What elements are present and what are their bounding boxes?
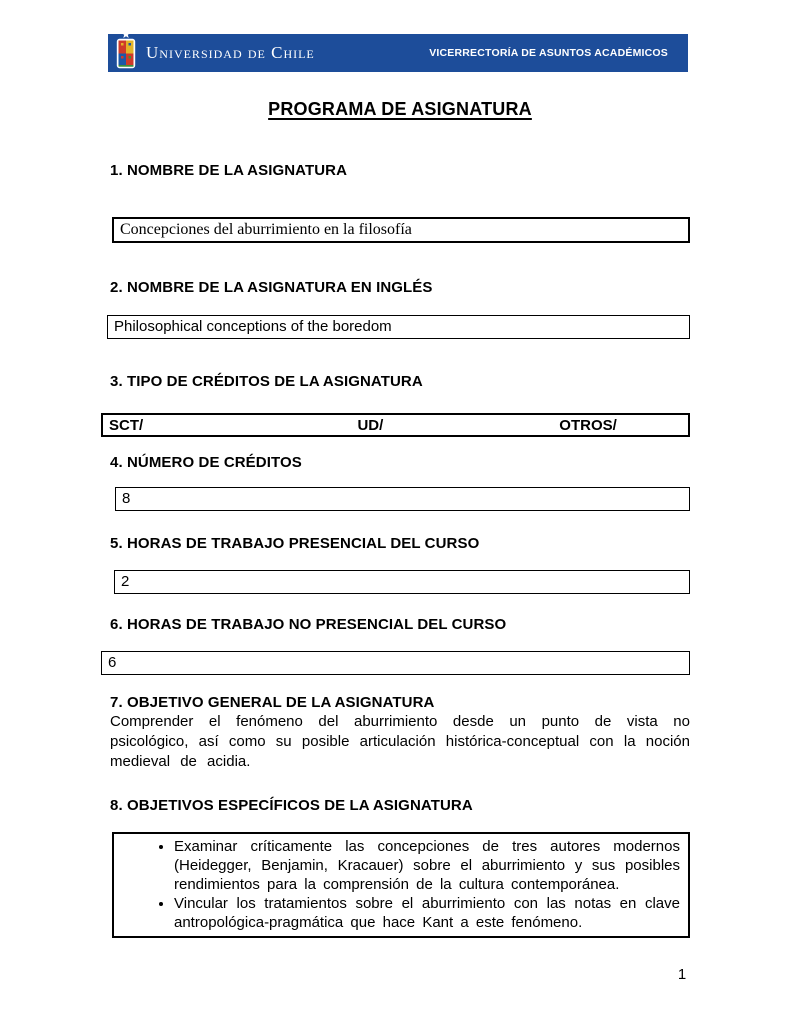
section-remote-hours <box>110 616 690 675</box>
section-specific-objectives <box>110 797 690 938</box>
section-5-heading: 5. HORAS DE TRABAJO PRESENCIAL DEL CURSO <box>110 535 480 552</box>
header-bar <box>108 34 688 72</box>
in-person-hours-field <box>114 570 690 594</box>
remote-hours-value: 6 <box>108 654 117 671</box>
course-name-english-field <box>107 315 690 339</box>
general-objective-text: Comprender el fenómeno del aburrimiento desde un punto de vista no psicológico, así como su posible articulación histórica-conceptual con la noción medieval de acidia. <box>110 713 690 770</box>
credit-label-ud: UD/ <box>357 417 384 434</box>
credit-count-value: 8 <box>122 490 131 507</box>
university-name: Universidad de Chile <box>146 43 315 62</box>
section-6-heading: 6. HORAS DE TRABAJO NO PRESENCIAL DEL CURSO <box>110 616 507 633</box>
header-department-label: VICERRECTORÍA DE ASUNTOS ACADÉMICOS <box>429 47 668 59</box>
section-general-objective <box>110 694 690 772</box>
credit-type-field <box>101 413 690 437</box>
credit-count-field <box>115 487 690 511</box>
specific-objectives-field <box>112 832 690 938</box>
specific-objective-item: • Vincular los tratamientos sobre el aburrimiento con las notas en clave antropológica-pragmática que hace Kant a este fenómeno. <box>174 894 680 932</box>
specific-objectives-list <box>114 837 680 932</box>
specific-objective-item: • Examinar críticamente las concepciones de tres autores modernos (Heidegger, Benjamin, Kracauer) sobre el aburrimiento y sus posibles rendimientos para la comprensión de la cultura contemporánea. <box>174 837 680 894</box>
course-name-value: Concepciones del aburrimiento en la filosofía <box>120 221 412 238</box>
document-body <box>0 98 800 938</box>
section-8-heading: 8. OBJETIVOS ESPECÍFICOS DE LA ASIGNATURA <box>110 797 473 814</box>
remote-hours-field <box>101 651 690 675</box>
section-course-name <box>110 162 690 243</box>
section-4-heading: 4. NÚMERO DE CRÉDITOS <box>110 454 302 471</box>
section-7-heading: 7. OBJETIVO GENERAL DE LA ASIGNATURA <box>110 694 435 711</box>
section-credit-count <box>110 454 690 511</box>
university-crest-icon <box>115 29 137 76</box>
section-course-name-english <box>110 279 690 339</box>
section-1-heading: 1. NOMBRE DE LA ASIGNATURA <box>110 162 348 179</box>
section-3-heading: 3. TIPO DE CRÉDITOS DE LA ASIGNATURA <box>110 373 423 390</box>
section-in-person-hours <box>110 535 690 594</box>
section-2-heading: 2. NOMBRE DE LA ASIGNATURA EN INGLÉS <box>110 279 433 296</box>
credit-label-sct: SCT/ <box>109 417 144 434</box>
in-person-hours-value: 2 <box>121 573 130 590</box>
credit-label-otros: OTROS/ <box>559 417 617 434</box>
page-number: 1 <box>677 966 687 983</box>
course-name-english-value: Philosophical conceptions of the boredom <box>114 318 392 335</box>
document-title: PROGRAMA DE ASIGNATURA <box>268 99 532 119</box>
section-credit-type <box>110 373 690 437</box>
course-name-field <box>112 217 690 243</box>
